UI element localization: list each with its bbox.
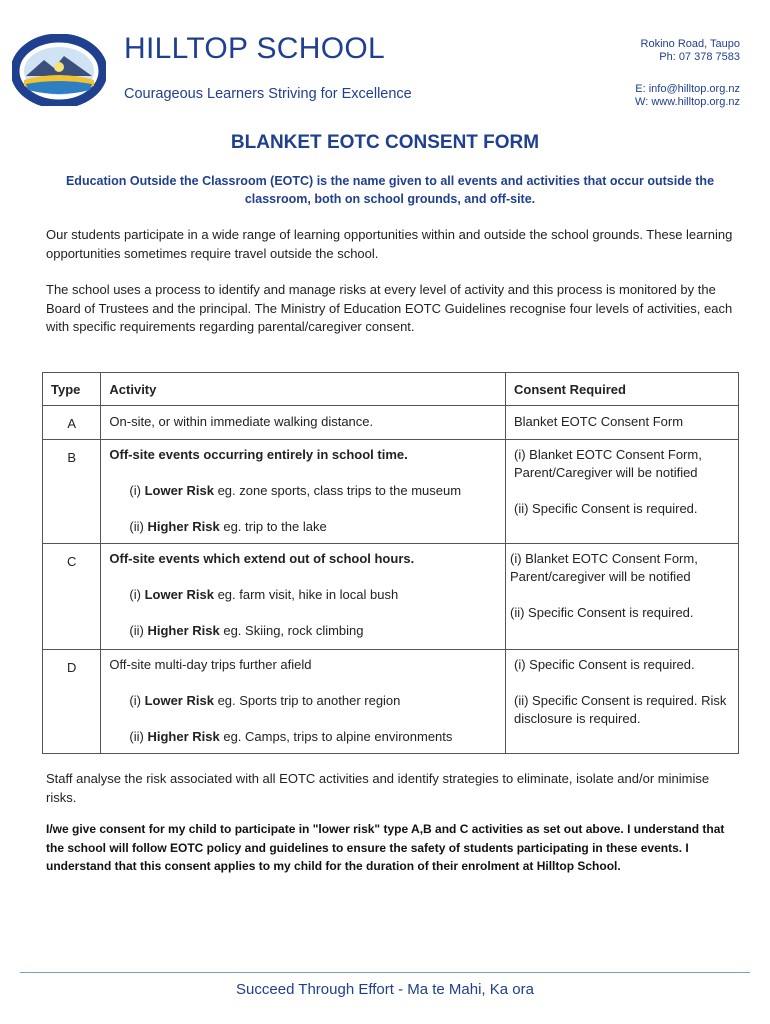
activity-cell [101, 650, 506, 754]
type-cell: B [43, 440, 101, 544]
consent-text-2: (ii) Specific Consent is required. Risk disclosure is required. [514, 693, 727, 726]
phone-line: Ph: 07 378 7583 [659, 51, 740, 63]
footer-tagline: Succeed Through Effort - Ma te Mahi, Ka ora [236, 981, 534, 998]
higher-text: eg. Camps, trips to alpine environments [223, 729, 453, 744]
footer-divider [20, 972, 750, 973]
type-cell: D [43, 650, 101, 754]
activity-main: Off-site events occurring entirely in school time. [109, 447, 408, 462]
lower-risk-line [101, 586, 505, 604]
lower-risk-line [101, 692, 505, 710]
contact-online [635, 83, 740, 109]
form-subtitle: Education Outside the Classroom (EOTC) is the name given to all events and activities that occur outside the classroom, both on school grounds, and off-site. [65, 174, 715, 206]
header-type: Type [43, 373, 101, 406]
higher-prefix: (ii) [129, 729, 144, 744]
activity-main: On-site, or within immediate walking distance. [109, 414, 374, 429]
header-consent: Consent Required [506, 373, 739, 406]
lower-text: eg. zone sports, class trips to the museum [217, 483, 462, 498]
consent-statement: I/we give consent for my child to participate in "lower risk" type A,B and C activities as set out above. I understand that the school will follow EOTC policy and guidelines to ensure the safety of students participating in these events. I understand that this consent applies to my child for the duration of their enrolment at Hilltop School. [46, 822, 725, 873]
consent-text-1: (i) Specific Consent is required. [514, 657, 695, 672]
risk-paragraph: The school uses a process to identify and manage risks at every level of activity and this process is monitored by the Board of Trustees and the principal. The Ministry of Education EOTC Guidelines recognise four levels of activities, each with specific requirements regarding parental/caregiver consent. [46, 282, 733, 334]
higher-risk-line [101, 728, 505, 746]
higher-prefix: (ii) [129, 623, 144, 638]
contact-address [641, 38, 740, 64]
lower-label: Lower Risk [144, 587, 214, 602]
school-name: HILLTOP SCHOOL [124, 32, 385, 65]
consent-text-2: (ii) Specific Consent is required. [514, 501, 698, 516]
activity-cell [101, 544, 506, 650]
lower-risk-line [101, 482, 505, 500]
type-cell: C [43, 544, 101, 650]
school-motto: Courageous Learners Striving for Excellence [124, 86, 412, 102]
consent-text-1: (i) Blanket EOTC Consent Form, Parent/Caregiver will be notified [514, 447, 702, 480]
table-row [43, 544, 739, 650]
table-row [43, 440, 739, 544]
higher-prefix: (ii) [129, 519, 144, 534]
type-cell: A [43, 406, 101, 440]
higher-text: eg. Skiing, rock climbing [223, 623, 364, 638]
higher-label: Higher Risk [147, 729, 220, 744]
consent-text-1: (i) Blanket EOTC Consent Form, Parent/caregiver will be notified [510, 551, 698, 584]
school-logo [12, 34, 106, 106]
activity-levels-table [42, 372, 739, 754]
activity-main: Off-site events which extend out of school hours. [109, 551, 415, 566]
consent-cell [506, 544, 739, 650]
email-line[interactable]: E: info@hilltop.org.nz [635, 83, 740, 95]
staff-risk-paragraph: Staff analyse the risk associated with all EOTC activities and identify strategies to eliminate, isolate and/or minimise risks. [46, 771, 710, 805]
activity-main: Off-site multi-day trips further afield [109, 657, 312, 672]
lower-prefix: (i) [129, 587, 141, 602]
consent-text: Blanket EOTC Consent Form [514, 414, 684, 429]
lower-prefix: (i) [129, 693, 141, 708]
table-row [43, 650, 739, 754]
consent-text-2: (ii) Specific Consent is required. [510, 605, 694, 620]
higher-risk-line [101, 518, 505, 536]
website-line[interactable]: W: www.hilltop.org.nz [635, 96, 740, 108]
form-title: BLANKET EOTC CONSENT FORM [230, 132, 540, 153]
consent-cell [506, 440, 739, 544]
higher-label: Higher Risk [147, 623, 220, 638]
consent-cell [506, 650, 739, 754]
consent-cell [506, 406, 739, 440]
intro-paragraph: Our students participate in a wide range of learning opportunities within and outside the school grounds. These learning opportunities sometimes require travel outside the school. [46, 227, 733, 261]
table-header-row [43, 373, 739, 406]
lower-label: Lower Risk [144, 693, 214, 708]
lower-text: eg. farm visit, hike in local bush [217, 587, 399, 602]
lower-prefix: (i) [129, 483, 141, 498]
lower-text: eg. Sports trip to another region [217, 693, 401, 708]
higher-text: eg. trip to the lake [223, 519, 327, 534]
activity-cell [101, 406, 506, 440]
higher-label: Higher Risk [147, 519, 220, 534]
address-line: Rokino Road, Taupo [640, 38, 740, 50]
activity-cell [101, 440, 506, 544]
lower-label: Lower Risk [144, 483, 214, 498]
table-row [43, 406, 739, 440]
letterhead [0, 0, 770, 120]
header-activity: Activity [101, 373, 506, 406]
higher-risk-line [101, 622, 505, 640]
